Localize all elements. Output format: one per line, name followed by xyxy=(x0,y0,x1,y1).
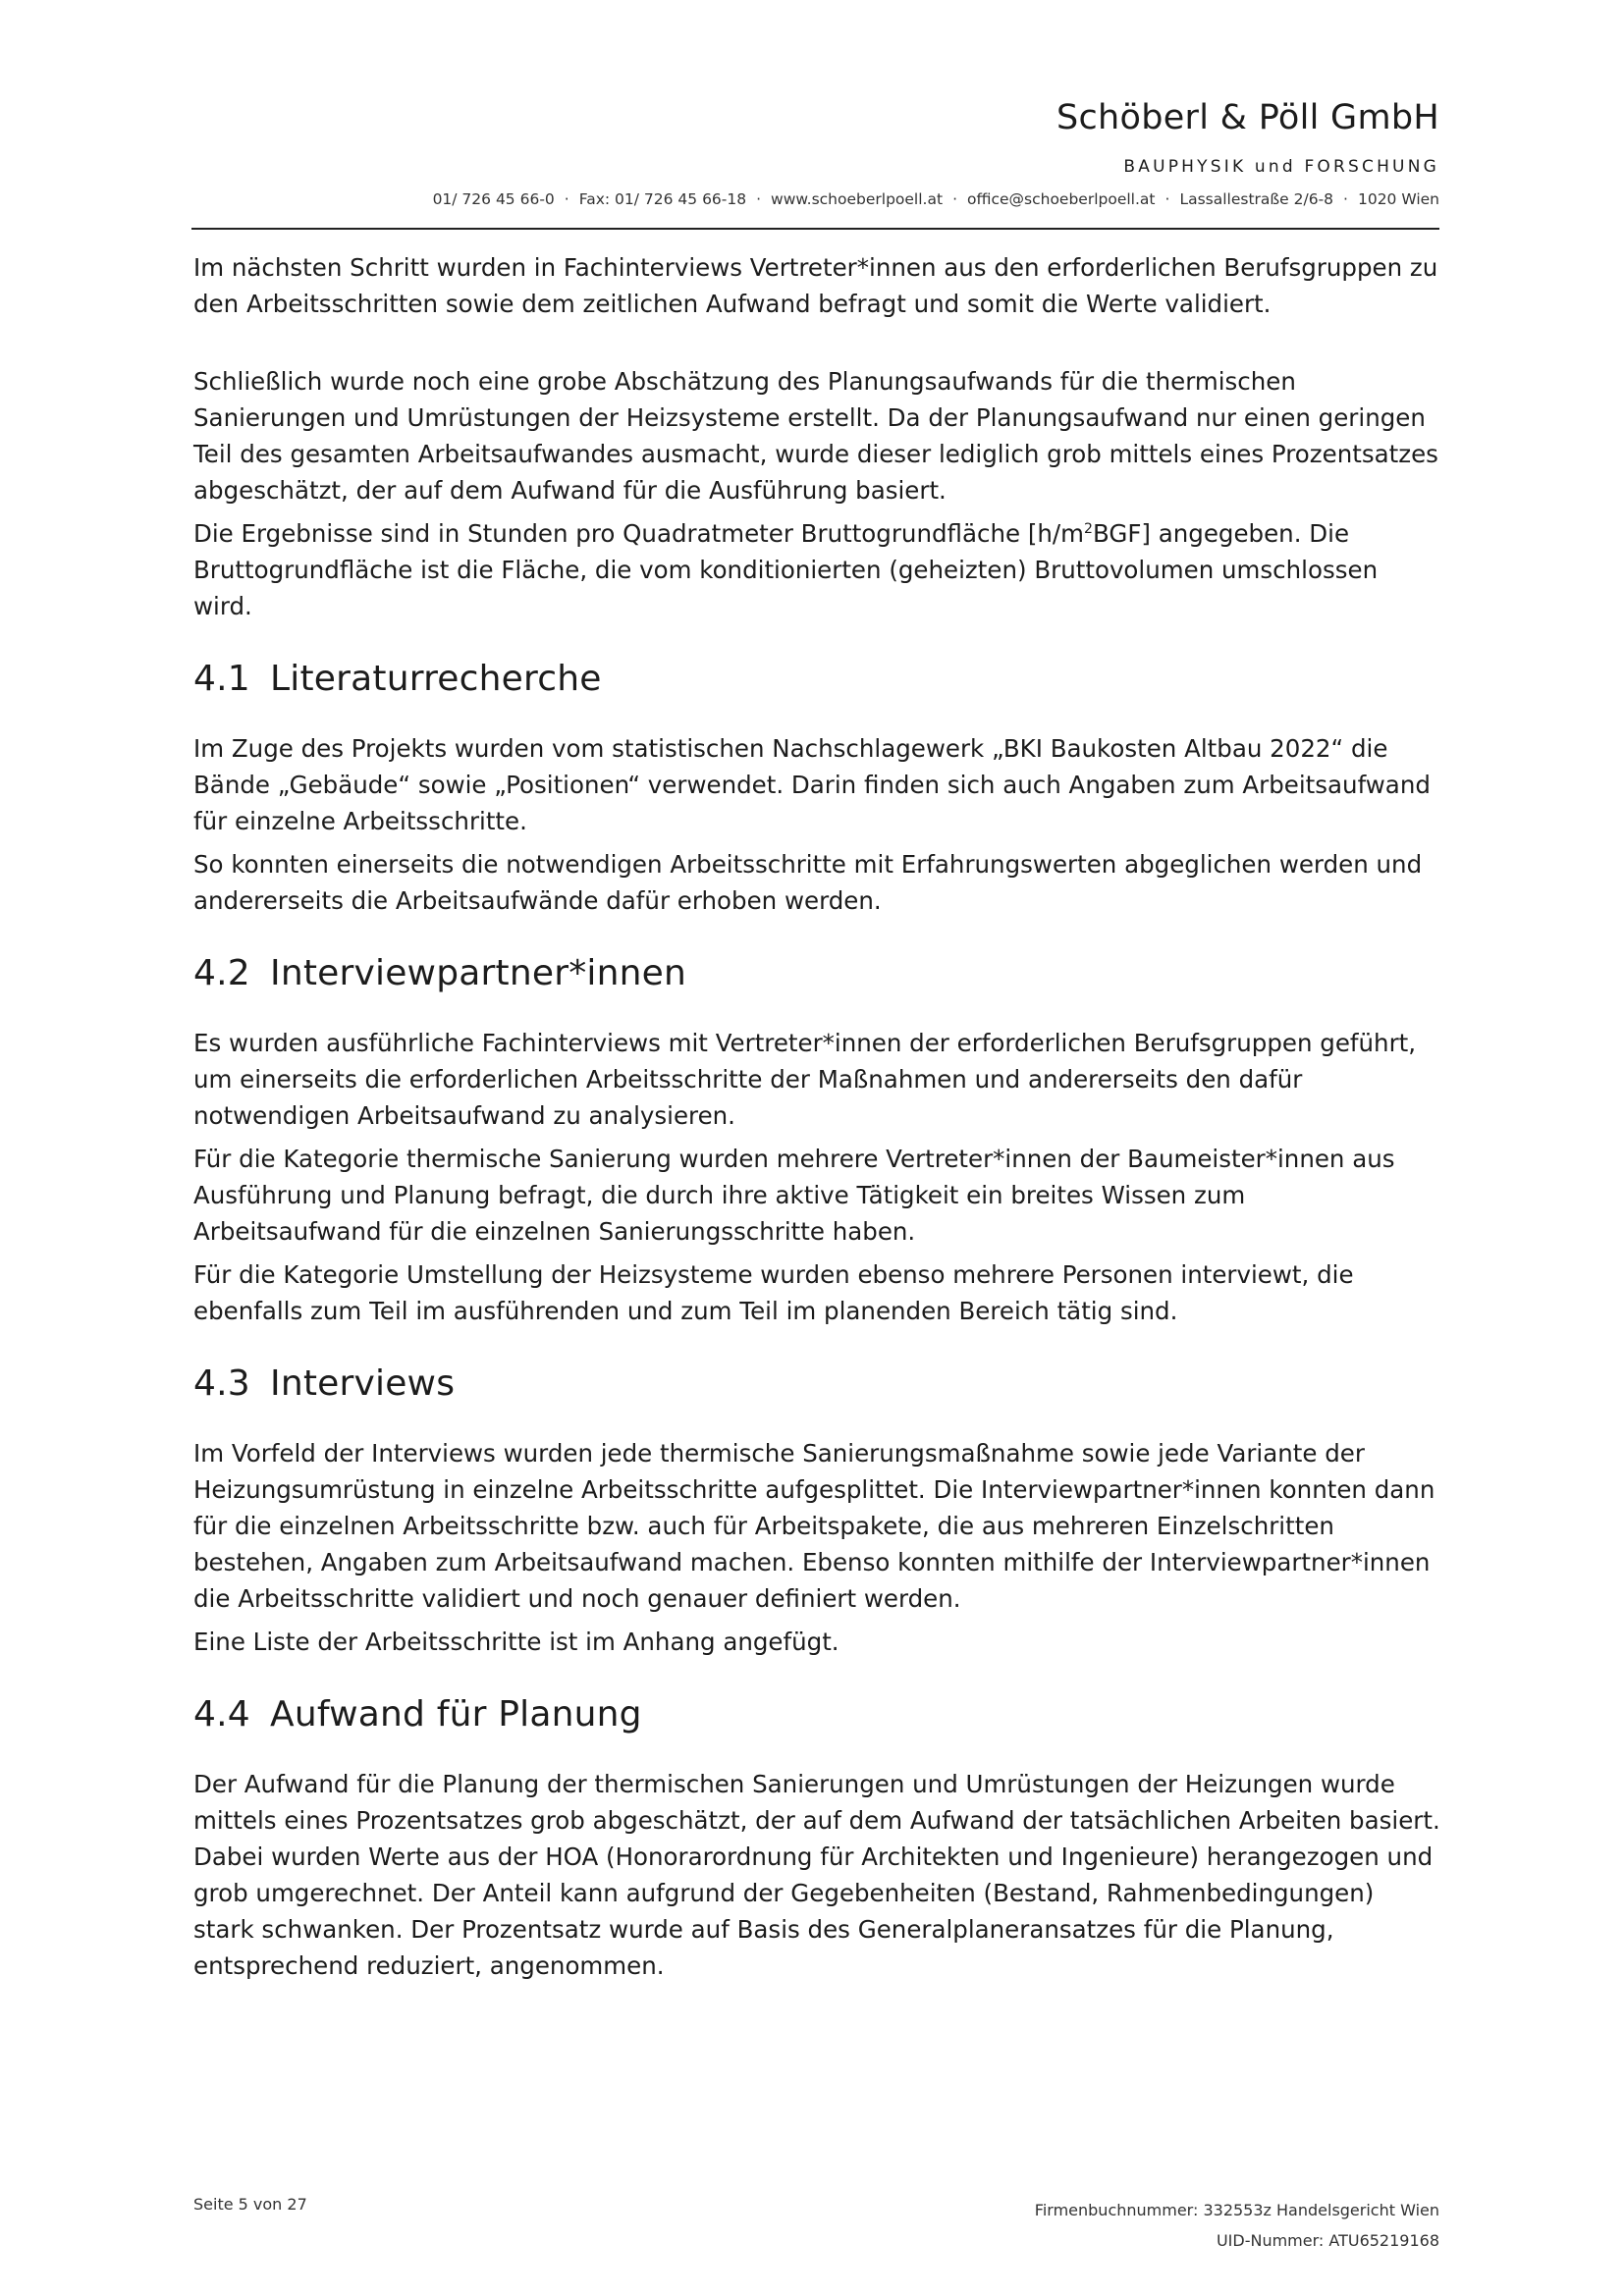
document-body xyxy=(193,249,1440,1984)
section-title: Interviewpartner*innen xyxy=(270,953,686,993)
company-registration xyxy=(1035,2195,1439,2256)
separator: · xyxy=(952,190,957,208)
city-address: 1020 Wien xyxy=(1357,190,1439,208)
website-link[interactable]: www.schoeberlpoell.at xyxy=(771,190,944,208)
superscript: 2 xyxy=(1084,520,1093,537)
section-heading xyxy=(193,1693,1440,1736)
paragraph-text: BGF] angegeben. Die Bruttogrundfläche ist die Fläche, die vom konditionierten (geheizten) Bruttovolumen umschlossen wird. xyxy=(193,519,1379,620)
paragraph: Schließlich wurde noch eine grobe Abschätzung des Planungsaufwands für die thermischen Sanierungen und Umrüstungen der Heizsysteme erstellt. Da der Planungsaufwand nur einen geringen Teil des gesamten Arbeitsaufwandes ausmacht, wurde dieser lediglich grob mittels eines Prozentsatzes abgeschätzt, der auf dem Aufwand für die Ausführung basiert. xyxy=(193,367,1438,505)
company-subtitle: BAUPHYSIK und FORSCHUNG xyxy=(1123,157,1439,177)
section-heading xyxy=(193,952,1440,995)
separator: · xyxy=(1343,190,1348,208)
paragraph-text: Die Ergebnisse sind in Stunden pro Quadratmeter Bruttogrundfläche [h/m xyxy=(193,519,1085,548)
paragraph: Im Zuge des Projekts wurden vom statistischen Nachschlagewerk „BKI Baukosten Altbau 2022“ die Bände „Gebäude“ sowie „Positionen“ verwendet. Darin finden sich auch Angaben zum Arbeitsaufwand für einzelne Arbeitsschritte. xyxy=(193,734,1431,835)
section-title: Aufwand für Planung xyxy=(270,1694,642,1735)
street-address: Lassallestraße 2/6-8 xyxy=(1179,190,1334,208)
section-number: 4.2 xyxy=(193,953,250,993)
email-link[interactable]: office@schoeberlpoell.at xyxy=(967,190,1156,208)
section-title: Literaturrecherche xyxy=(270,659,602,699)
separator: · xyxy=(756,190,762,208)
fax: Fax: 01/ 726 45 66-18 xyxy=(578,190,747,208)
paragraph: So konnten einerseits die notwendigen Arbeitsschritte mit Erfahrungswerten abgeglichen werden und andererseits die Arbeitsaufwände dafür erhoben werden. xyxy=(193,850,1423,915)
uid-number: UID-Nummer: ATU65219168 xyxy=(1216,2231,1439,2250)
section-number: 4.3 xyxy=(193,1363,250,1404)
separator: · xyxy=(1164,190,1170,208)
paragraph: Eine Liste der Arbeitsschritte ist im Anhang angefügt. xyxy=(193,1628,839,1656)
register-number: Firmenbuchnummer: 332553z Handelsgericht Wien xyxy=(1034,2201,1439,2219)
separator: · xyxy=(564,190,569,208)
section-title: Interviews xyxy=(270,1363,456,1404)
phone: 01/ 726 45 66-0 xyxy=(432,190,555,208)
section-heading xyxy=(193,658,1440,701)
section-number: 4.1 xyxy=(193,659,250,699)
section-number: 4.4 xyxy=(193,1694,250,1735)
paragraph: Für die Kategorie thermische Sanierung wurden mehrere Vertreter*innen der Baumeister*innen aus Ausführung und Planung befragt, die durch ihre aktive Tätigkeit ein breites Wissen zum Arbeitsaufwand für die einzelnen Sanierungsschritte haben. xyxy=(193,1145,1395,1246)
contact-line xyxy=(433,190,1439,208)
paragraph: Für die Kategorie Umstellung der Heizsysteme wurden ebenso mehrere Personen interviewt, die ebenfalls zum Teil im ausführenden und zum Teil im planenden Bereich tätig sind. xyxy=(193,1260,1354,1325)
paragraph: Im Vorfeld der Interviews wurden jede thermische Sanierungsmaßnahme sowie jede Variante der Heizungsumrüstung in einzelne Arbeitsschritte aufgesplittet. Die Interviewpartner*innen konnten dann für die einzelnen Arbeitsschritte bzw. auch für Arbeitspakete, die aus mehreren Einzelschritten bestehen, Angaben zum Arbeitsaufwand machen. Ebenso konnten mithilfe der Interviewpartner*innen die Arbeitsschritte validiert und noch genauer definiert werden. xyxy=(193,1439,1435,1613)
paragraph: Im nächsten Schritt wurden in Fachinterviews Vertreter*innen aus den erforderlichen Berufsgruppen zu den Arbeitsschritten sowie dem zeitlichen Aufwand befragt und somit die Werte validiert. xyxy=(193,253,1438,318)
paragraph: Es wurden ausführliche Fachinterviews mit Vertreter*innen der erforderlichen Berufsgruppen geführt, um einerseits die erforderlichen Arbeitsschritte der Maßnahmen und andererseits den dafür notwendigen Arbeitsaufwand zu analysieren. xyxy=(193,1029,1417,1130)
paragraph: Der Aufwand für die Planung der thermischen Sanierungen und Umrüstungen der Heizungen wurde mittels eines Prozentsatzes grob abgeschätzt, der auf dem Aufwand der tatsächlichen Arbeiten basiert. Dabei wurden Werte aus der HOA (Honorarordnung für Architekten und Ingenieure) herangezogen und grob umgerechnet. Der Anteil kann aufgrund der Gegebenheiten (Bestand, Rahmenbedingungen) stark schwanken. Der Prozentsatz wurde auf Basis des Generalplaneransatzes für die Planung, entsprechend reduziert, angenommen. xyxy=(193,1770,1440,1980)
header-divider xyxy=(191,228,1439,230)
paragraph xyxy=(193,515,1440,624)
company-name: Schöberl & Pöll GmbH xyxy=(1056,98,1439,137)
page-number: Seite 5 von 27 xyxy=(193,2195,307,2214)
section-heading xyxy=(193,1362,1440,1406)
